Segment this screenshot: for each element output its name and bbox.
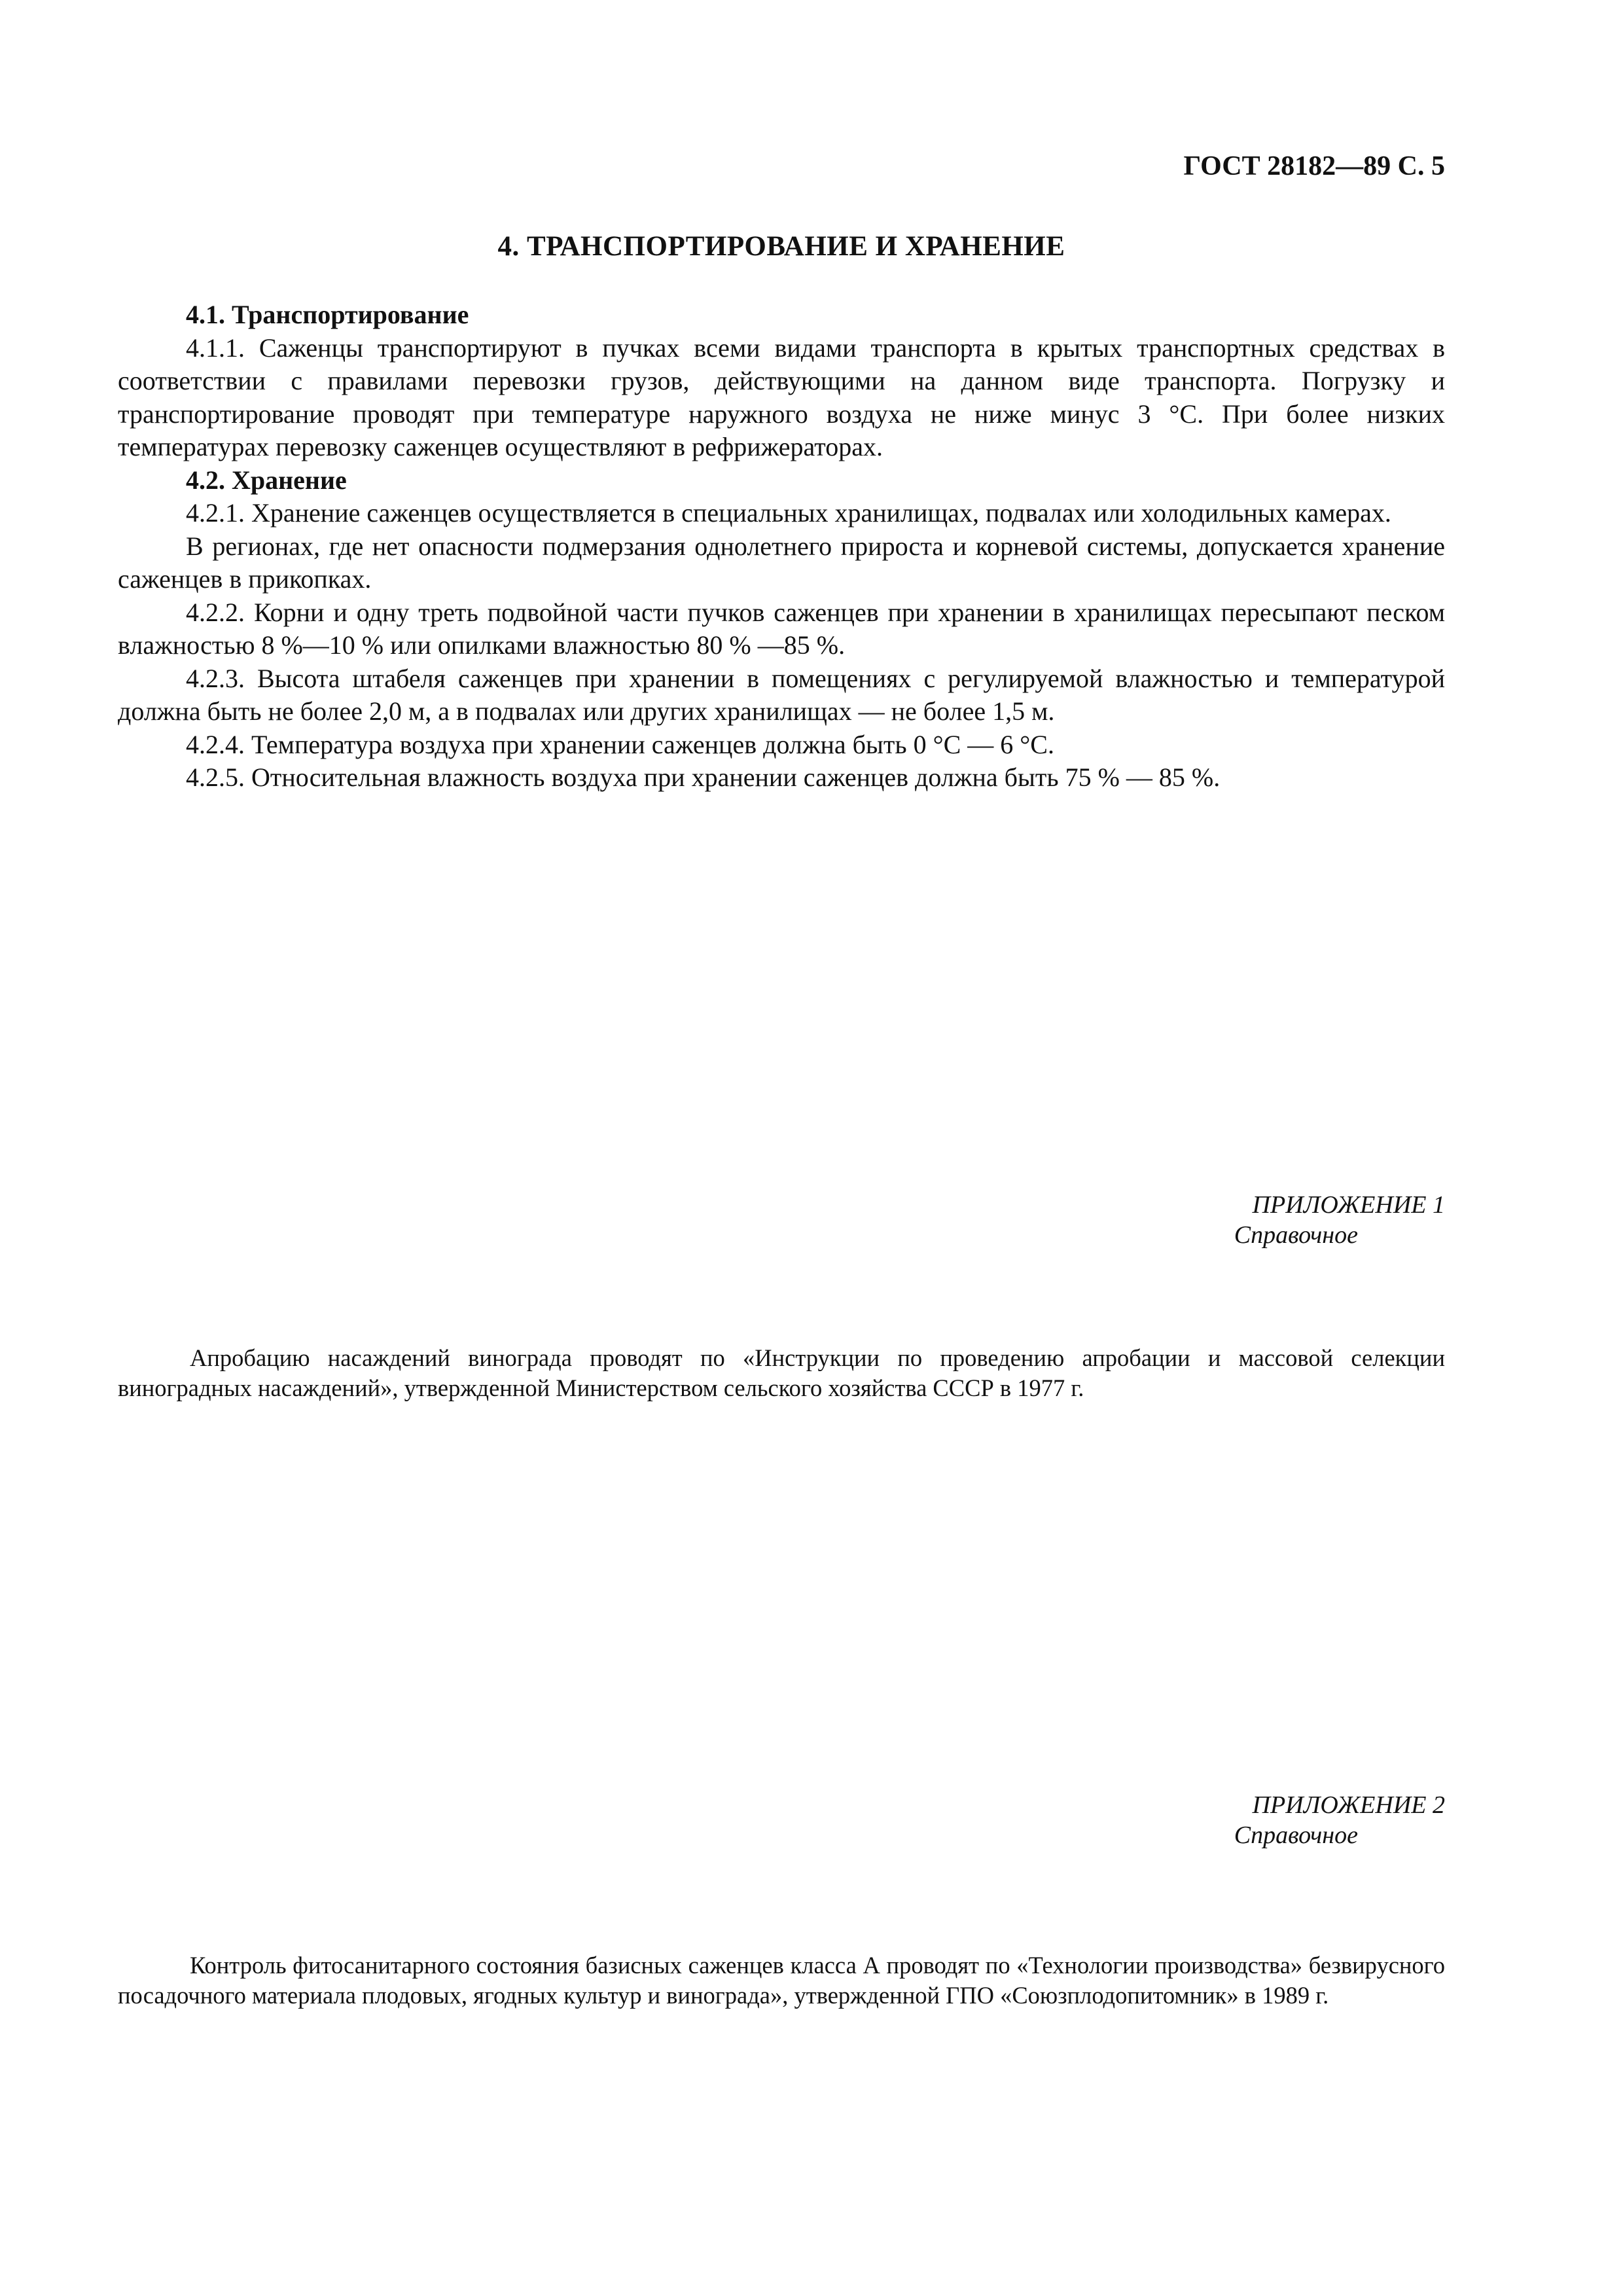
paragraph-4-2-5: 4.2.5. Относительная влажность воздуха при хранении саженцев должна быть 75 % — 85 %. — [186, 762, 1221, 792]
paragraph-4-2-4: 4.2.4. Температура воздуха при хранении саженцев должна быть 0 °С — 6 °С. — [186, 729, 1054, 759]
paragraph-regions: В регионах, где нет опасности подмерзания однолетнего прироста и корневой системы, допускается хранение саженцев в прикопках. — [118, 531, 1445, 594]
subsection-heading-storage: 4.2. Хранение — [186, 465, 347, 495]
subsection-heading-transport: 4.1. Транспортирование — [186, 300, 469, 329]
appendix-2-text: Контроль фитосанитарного состояния базисных саженцев класса А проводят по «Технологии производства» безвирусного посадочного материала плодовых, ягодных культур и винограда», утвержденной ГПО «Союзплодопитомник» в 1989 г. — [118, 1952, 1445, 2009]
appendix-1-heading — [1113, 1190, 1445, 1250]
page-header: ГОСТ 28182—89 С. 5 — [1183, 151, 1445, 181]
appendix-1-subtitle: Справочное — [1234, 1221, 1358, 1249]
appendix-2-title: ПРИЛОЖЕНИЕ 2 — [1252, 1791, 1445, 1819]
paragraph-4-2-3: 4.2.3. Высота штабеля саженцев при хранении в помещениях с регулируемой влажностью и температурой должна быть не более 2,0 м, а в подвалах или других хранилищах — не более 1,5 м. — [118, 663, 1445, 726]
section-title: 4. ТРАНСПОРТИРОВАНИЕ И ХРАНЕНИЕ — [497, 231, 1065, 262]
appendix-1-title: ПРИЛОЖЕНИЕ 1 — [1252, 1191, 1445, 1219]
paragraph-4-1-1: 4.1.1. Саженцы транспортируют в пучках всеми видами транспорта в крытых транспортных средствах в соответствии с правилами перевозки грузов, действующими на данном виде транспорта. Погрузку и транспортирование проводят при температуре наружного воздуха не ниже минус 3 °С. При более низких температурах перевозку саженцев осуществляют в рефрижераторах. — [118, 332, 1445, 461]
paragraph-4-2-2: 4.2.2. Корни и одну треть подвойной части пучков саженцев при хранении в хранилищах пересыпают песком влажностью 8 %—10 % или опилками влажностью 80 % —85 %. — [118, 597, 1445, 660]
appendix-1-text: Апробацию насаждений винограда проводят по «Инструкции по проведению апробации и массовой селекции виноградных насаждений», утвержденной Министерством сельского хозяйства СССР в 1977 г. — [118, 1344, 1445, 1401]
appendix-2-subtitle: Справочное — [1234, 1821, 1358, 1849]
paragraph-4-2-1: 4.2.1. Хранение саженцев осуществляется в специальных хранилищах, подвалах или холодильных камерах. — [186, 498, 1391, 528]
section-body — [118, 298, 1445, 795]
appendix-2-heading — [1113, 1790, 1445, 1850]
